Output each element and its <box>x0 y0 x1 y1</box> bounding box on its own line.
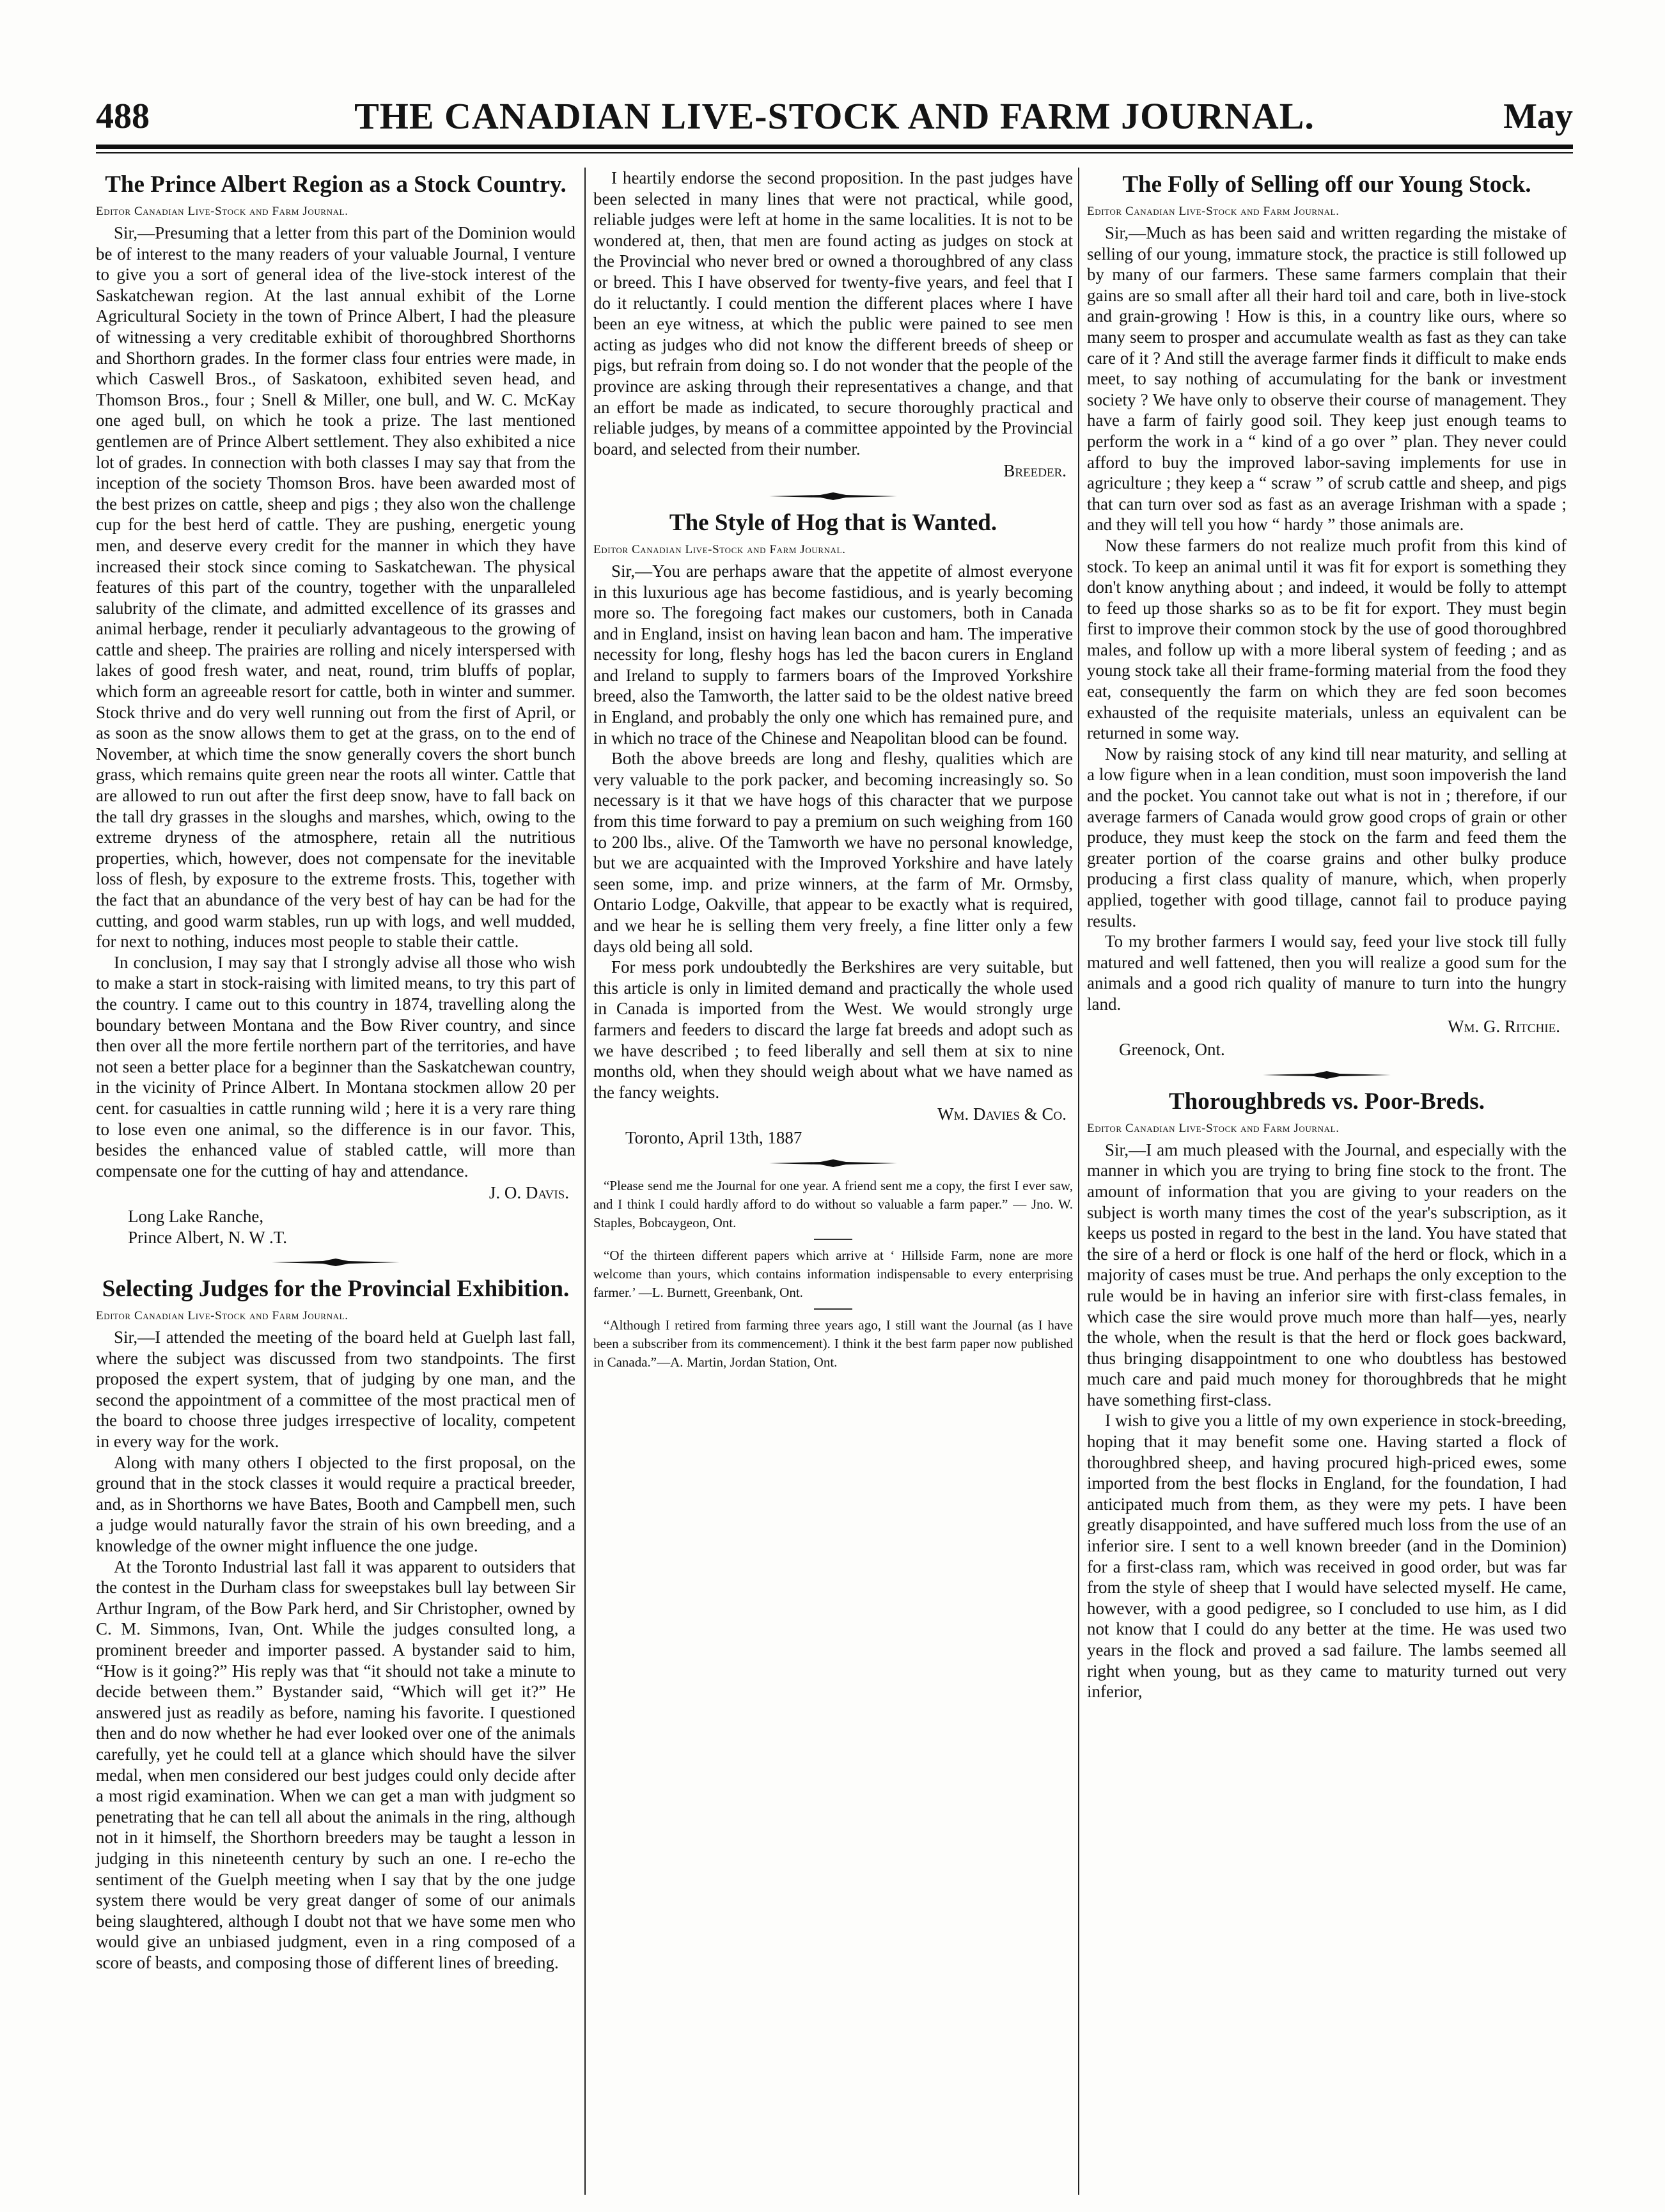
column-2 <box>593 168 1073 1372</box>
paragraph: Sir,—I am much pleased with the Journal, and especially with the manner in which you are trying to bring fine stock to the front. The amount of information that you are giving to your readers on the subject is worth many times the cost of the year's subscription, as it keeps us posted in regard to the best in the land. You have stated that the sire of a herd or flock is one half of the herd or flock, which in a majority of cases must be true. And perhaps the only exception to the rule would be in having an inferior sire with first-class females, in which case the sire would prove much more than half—yes, nearly the whole, when the result is that the herd or flock goes backward, thus bringing disappointment to one who doubtless has bestowed much care and paid much money for thoroughbreds that he might have something first-class. <box>1087 1140 1567 1409</box>
article-selecting-judges <box>96 1276 575 1973</box>
paragraph: I wish to give you a little of my own experience in stock-breeding, hoping that it may benefit some one. Having started a flock of thoroughbred sheep, and having procured high-priced ewes, some imported from the best flocks in England, for the foundation, I had anticipated much from them, as they were my pets. I have been greatly disappointed, and have suffered much loss from the use of an inferior sire. I sent to a well known breeder (and in the Dominion) for a first-class ram, which was received in good order, but was far from the style of sheep that I would have selected myself. He came, however, with a good pedigree, so I concluded to use him, as I did not know that I could do any better at the time. He was used two years in the flock and proved a sad failure. The lambs seemed all right when young, but as they came to maturity turned out very inferior, <box>1087 1411 1567 1702</box>
article-style-of-hog <box>593 510 1073 1149</box>
dateline: Greenock, Ont. <box>1119 1040 1225 1060</box>
paragraph: Sir,—Presuming that a letter from this part of the Dominion would be of interest to the many readers of your valuable Journal, I venture to give you a sort of general idea of the live-stock interest of the Saskatchewan region. At the last annual exhibit of the Lorne Agricultural Society in the town of Prince Albert, I had the pleasure of witnessing a very creditable exhibit of thoroughbred Shorthorns and Shorthorn grades. In the former class four entries were made, in which Caswell Bros., of Saskatoon, exhibited seven head, and Thomson Bros., four ; Snell & Miller, one bull, and W. C. McKay one aged bull, on which he took a prize. The last mentioned gentlemen are of Prince Albert settlement. They also exhibited a nice lot of grades. In connection with both classes I may say that from the inception of the society Thomson Bros. have been awarded most of the best prizes on cattle, sheep and pigs ; they also won the challenge cup for the best herd of cattle. They are pushing, energetic young men, and deserve every credit for the manner in which they have increased their stock since coming to Saskatchewan. The physical features of this part of the country, together with the unparalleled salubrity of the climate, and admitted excellence of its grasses and animal herbage, render it peculiarly advantageous to the growing of cattle and sheep. The prairies are rolling and nicely interspersed with lakes of good fresh water, and neat, round, trim bluffs of poplar, which form an agreeable resort for cattle, both in winter and summer. Stock thrive and do very well running out from the first of April, or as soon as the snow allows them to get at the grass, on to the end of November, at which time the snow generally covers the short bunch grass, which remains quite green near the roots all winter. Cattle that are allowed to run out after the first deep snow, have to fall back on the tall dry grasses in the sloughs and marshes, which, owing to the extreme dryness of the atmosphere, retain all the nutritious properties, which, however, does not compensate for the inevitable loss of flesh, by exposure to the extreme frosts. This, together with the fact that an abundance of the very best of hay can be had for the cutting, and good warm stables, run up with logs, and well mudded, for next to nothing, induces most people to stable their cattle. <box>96 223 575 952</box>
paragraph: Now by raising stock of any kind till near maturity, and selling at a low figure when in a lean condition, must soon impoverish the land and the pocket. You cannot take out what is not in ; therefore, if our average farmers of Canada would grow good crops of grain or other produce, they must keep the stock on the farm and feed them the greater portion of the coarse grains and other bulky produce producing a first class quality of manure, which, when properly applied, together with good tillage, cannot fail to produce paying results. <box>1087 744 1567 930</box>
column-3 <box>1087 168 1567 1702</box>
column-divider-2 <box>1078 168 1079 2195</box>
ornamental-rule-icon <box>1263 1071 1391 1079</box>
paragraph: Sir,—I attended the meeting of the board held at Guelph last fall, where the subject was discussed from two standpoints. The first proposed the expert system, that of judging by one man, and the second the appointment of a committee of the most practical men of the board to choose three judges irrespective of locality, competent in every way for the work. <box>96 1328 575 1452</box>
article-selecting-judges-continued <box>593 168 1073 482</box>
paragraph: To my brother farmers I would say, feed your live stock till fully matured and well fattened, then you will realize a good sum for the animals and a good rich quality of manure to turn into the hungry land. <box>1087 932 1567 1014</box>
paragraph: At the Toronto Industrial last fall it was apparent to outsiders that the contest in the Durham class for sweepstakes bull lay between Sir Arthur Ingram, of the Bow Park herd, and Sir Christopher, owned by C. M. Simmons, Ivan, Ont. While the judges consulted long, a prominent breeder and importer passed. A bystander said to him, “How is it going?” His reply was that “it should not take a minute to decide between them.” Bystander said, “Which will get it?” He answered just as readily as before, naming his favorite. I questioned then and do now whether he had ever looked over one of the animals carefully, yet he could tell at a glance which should have the silver medal, when men considered our best judges could only decide after a most rigid examination. When we can get a man with judgment so penetrating that he can tell all about the animals in the ring, although not in it himself, the Shorthorn breeders may be taught a lesson in judging in this nineteenth century by such an one. I re-echo the sentiment of the Guelph meeting when I say that by the one judge system there would be very great danger of some of our animals being slaughtered, although I doubt not that we have some men who would give an unbiased judgment, even in a ring composed of a score of beasts, and composing those of different lines of breeding. <box>96 1557 575 1972</box>
testimonial: “Of the thirteen different papers which arrive at ‘ Hillside Farm, none are more welcome than yours, which contains information indispensable to every enterprising farmer.’ —L. Burnett, Greenbank, Ont. <box>593 1247 1073 1300</box>
paragraph: For mess pork undoubtedly the Berkshires are very suitable, but this article is only in limited demand and practically the whole used in Canada is imported from the West. We would strongly urge farmers and feeders to discard the large fat breeds and adopt such as we have described ; to feed liberally and sell them at six to nine months old, when they should weigh about what we have named as the fancy weights. <box>593 957 1073 1102</box>
column-1 <box>96 168 575 1973</box>
ornamental-rule-icon <box>769 1159 897 1168</box>
signature: Breeder. <box>1003 461 1067 481</box>
paragraph: Sir,—Much as has been said and written regarding the mistake of selling of our young, immature stock, the practice is still followed up by many of our farmers. These same farmers complain that their gains are so small after all their hard toil and care, both in live-stock and grain-growing ! How is this, in a country like ours, where so many seem to prosper and accumulate wealth as fast as they can take care of it ? And still the average farmer finds it difficult to make ends meet, to say nothing of accumulating for the bank or investment society ? We have only to observe their course of management. They have a farm of fairly good soil. They keep just enough teams to perform the work in a “ kind of a go over ” plan. They never could afford to buy the improved labor-saving implements for use in agriculture ; they keep a “ scraw ” of scrub cattle and sheep, and pigs that can turn over sod as fast as an average Irishman with a spade ; and they will tell you how “ hardy ” those animals are. <box>1087 223 1567 535</box>
testimonial-separator <box>814 1239 852 1240</box>
page-number: 488 <box>96 97 150 136</box>
signature: Wm. G. Ritchie. <box>1448 1016 1560 1036</box>
article-thoroughbreds <box>1087 1088 1567 1702</box>
issue-month: May <box>1503 97 1573 136</box>
paragraph: In conclusion, I may say that I strongly advise all those who wish to make a start in stock-raising with limited means, to try this part of the country. I came out to this country in 1874, travelling along the boundary between Montana and the Bow River country, and since then over all the more fertile northern part of the territories, and have not seen a better place for a beginner than the Saskatchewan country, in the vicinity of Prince Albert. In Montana stockmen allow 20 per cent. for casualties in cattle running wild ; here it is a very rare thing to lose even one animal, so the difference is in our favor. This, besides the enhanced value of stabled cattle, will more than compensate one for the cutting of hay and attendance. <box>96 952 575 1181</box>
article-title: Selecting Judges for the Provincial Exhibition. <box>102 1276 570 1303</box>
article-title: The Style of Hog that is Wanted. <box>669 509 997 536</box>
article-title: Thoroughbreds vs. Poor-Breds. <box>1168 1088 1485 1115</box>
editor-line: Editor Canadian Live-Stock and Farm Journal. <box>1087 205 1340 218</box>
article-title: The Prince Albert Region as a Stock Country. <box>105 171 567 198</box>
article-title: The Folly of Selling off our Young Stock. <box>1122 171 1531 198</box>
paragraph: Sir,—You are perhaps aware that the appetite of almost everyone in this luxurious age has become fastidious, and is yearly becoming more so. The foregoing fact makes our customers, both in Canada and in England, insist on having lean bacon and ham. The imperative necessity for long, fleshy hogs has led the bacon curers in England and Ireland to supply to farmers boars of the Improved Yorkshire breed, also the Tamworth, the latter said to be the oldest native breed in England, and probably the only one which has remained pure, and in which no trace of the Chinese and Neapolitan blood can be found. <box>593 561 1073 748</box>
address-block <box>96 1206 575 1248</box>
editor-line: Editor Canadian Live-Stock and Farm Journal. <box>593 542 846 556</box>
testimonial-separator <box>814 1308 852 1310</box>
address-line: Long Lake Ranche, <box>128 1206 264 1226</box>
ornamental-rule-icon <box>769 492 897 501</box>
editor-line: Editor Canadian Live-Stock and Farm Journal. <box>96 205 348 218</box>
paragraph: I heartily endorse the second proposition. In the past judges have been selected in many lines that were not practical, while good, reliable judges were left at home in the same localities. It is not to be wondered at, then, that men are found acting as judges on stock at the Provincial who never bred or owned a thoroughbred of any class or breed. This I have observed for twenty-five years, and feel that I do it reluctantly. I could mention the different places where I have been an eye witness, at which the public were pained to see men acting as judges who did not know the different breeds of sheep or pigs, but refrain from doing so. I do not wonder that the people of the province are asking through their representatives a change, and that an effort be made as indicated, to secure thoroughly practical and reliable judges, by means of a committee appointed by the Provincial board, and selected from their number. <box>593 168 1073 459</box>
editor-line: Editor Canadian Live-Stock and Farm Journal. <box>96 1309 348 1323</box>
address-line: Prince Albert, N. W .T. <box>128 1227 287 1247</box>
header-rule-thick <box>96 145 1573 149</box>
ornamental-rule-icon <box>272 1258 400 1267</box>
article-prince-albert <box>96 171 575 1248</box>
dateline: Toronto, April 13th, 1887 <box>625 1127 802 1147</box>
masthead <box>96 96 1573 142</box>
editor-line: Editor Canadian Live-Stock and Farm Journal. <box>1087 1121 1340 1135</box>
signature: J. O. Davis. <box>489 1183 569 1203</box>
signature: Wm. Davies & Co. <box>937 1104 1067 1124</box>
paragraph: Along with many others I objected to the first proposal, on the ground that in the stock classes it would require a practical breeder, and, as in Shorthorns we have Bates, Booth and Campbell men, such a judge would naturally favor the strain of his own breeding, and a knowledge of the owner might influence the one judge. <box>96 1452 575 1556</box>
article-folly-of-selling <box>1087 171 1567 1060</box>
journal-title: THE CANADIAN LIVE-STOCK AND FARM JOURNAL. <box>354 95 1315 137</box>
paragraph: Now these farmers do not realize much profit from this kind of stock. To keep an animal until it was fit for export is something they don't know anything about ; and indeed, it would be folly to attempt to feed up those sharks so as to be fit for export. They must begin first to improve their common stock by the use of good thoroughbred males, and follow up with a more liberal system of feeding ; and as young stock take all their frame-forming material from the food they eat, consequently the farm on which they are fed soon becomes exhausted of the requisite materials, unless an equivalent can be returned in some way. <box>1087 535 1567 743</box>
testimonial: “Although I retired from farming three years ago, I still want the Journal (as I have been a subscriber from its commencement). I think it the best farm paper now published in Canada.”—A. Martin, Jordan Station, Ont. <box>593 1317 1073 1370</box>
testimonial: “Please send me the Journal for one year. A friend sent me a copy, the first I ever saw, and I think I could hardly afford to do without so valuable a farm paper.” — Jno. W. Staples, Bobcaygeon, Ont. <box>593 1177 1073 1230</box>
testimonials <box>593 1177 1073 1372</box>
header-rule-thin <box>96 152 1573 153</box>
paragraph: Both the above breeds are long and fleshy, qualities which are very valuable to the pork packer, and becoming increasingly so. So necessary is it that we have hogs of this character that we purpose from this time forward to pay a premium on such weighing from 160 to 200 lbs., alive. Of the Tamworth we have no personal knowledge, but we are acquainted with the Improved Yorkshire and have lately seen some, imp. and prize winners, at the farm of Mr. Ormsby, Ontario Lodge, Oakville, that appear to be exactly what is required, and we hear he is selling them very freely, a fine litter only a few days old being all sold. <box>593 749 1073 956</box>
column-divider-1 <box>584 168 586 2195</box>
